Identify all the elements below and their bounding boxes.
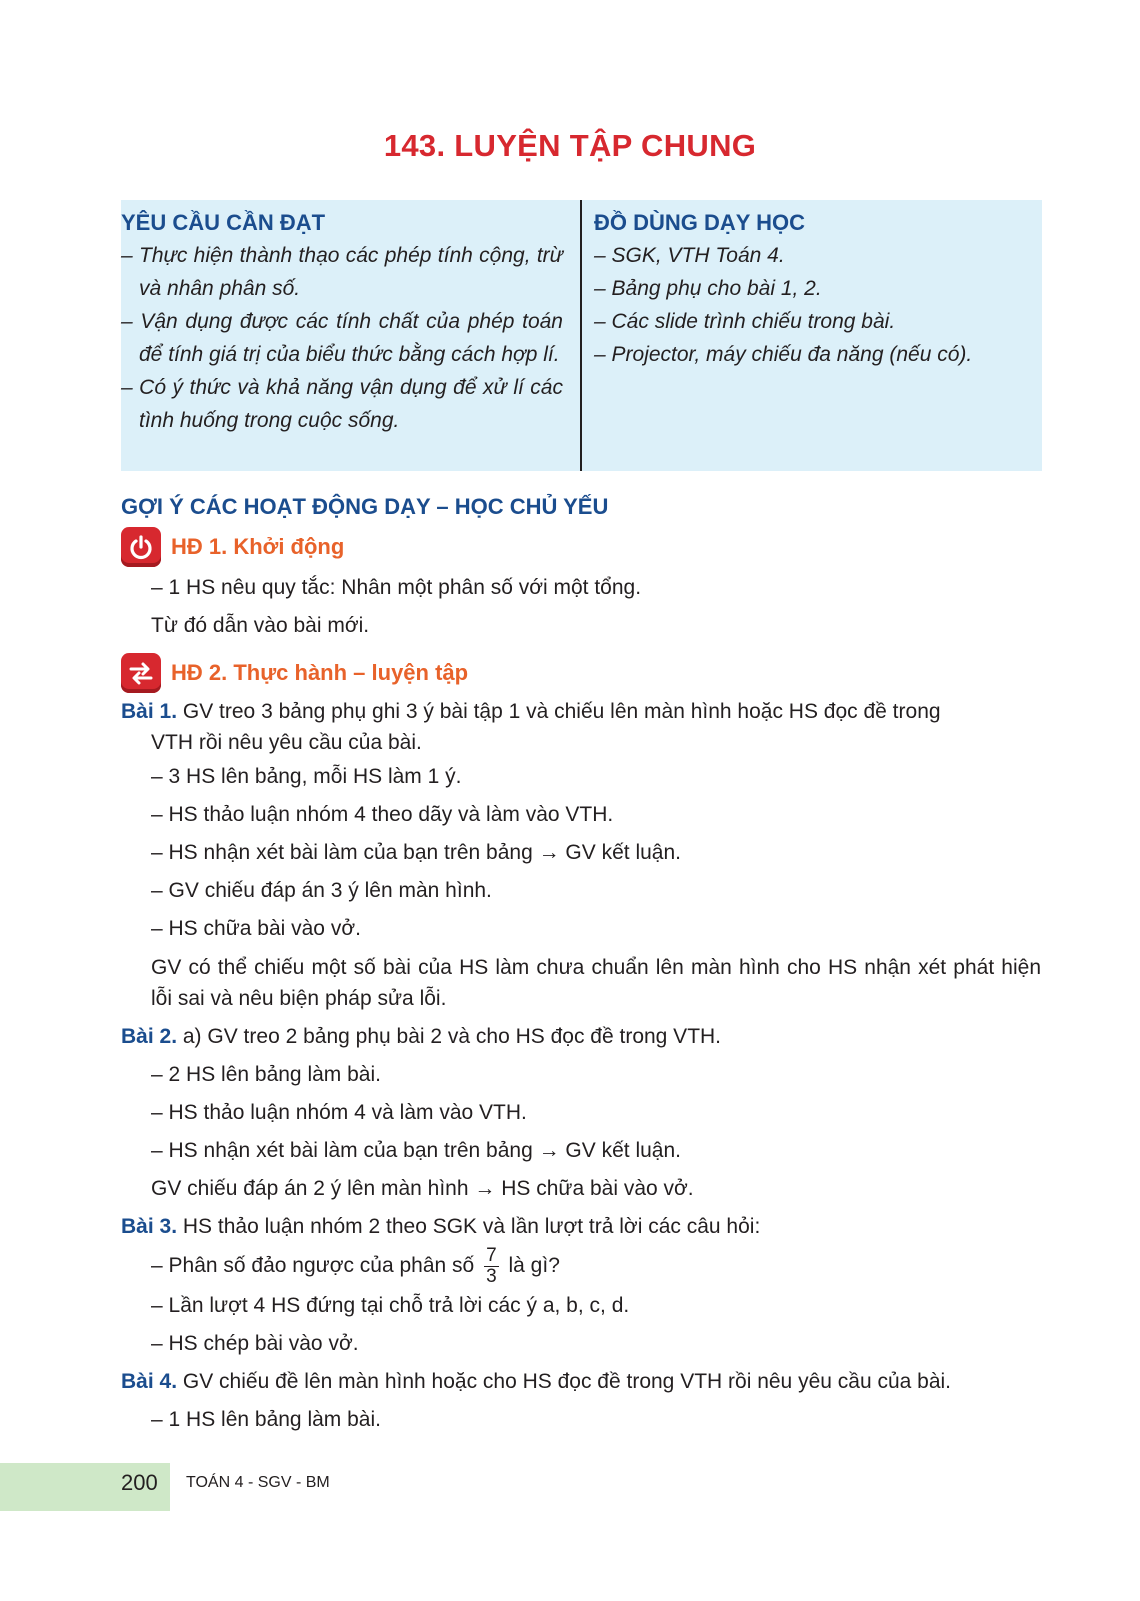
fraction-denominator: 3 [486, 1266, 497, 1287]
bai2-line: – HS nhận xét bài làm của bạn trên bảng → GV kết luận. [151, 1139, 681, 1162]
hd2-body [121, 696, 1041, 1439]
objectives-box [121, 200, 1042, 471]
material-item: – Bảng phụ cho bài 1, 2. [594, 277, 822, 300]
objectives-heading: YÊU CẦU CẦN ĐẠT [121, 210, 326, 235]
bai2-line: – 2 HS lên bảng làm bài. [151, 1063, 381, 1086]
bai4-text: GV chiếu đề lên màn hình hoặc cho HS đọc đề trong VTH rồi nêu yêu cầu của bài. [182, 1370, 952, 1393]
bai3-line: – Lần lượt 4 HS đứng tại chỗ trả lời các ý a, b, c, d. [151, 1294, 630, 1317]
bai4-label: Bài 4. [121, 1370, 178, 1393]
hd1-label: HĐ 1. Khởi động [171, 534, 345, 559]
hd2-label: HĐ 2. Thực hành – luyện tập [171, 660, 469, 685]
hd2-header [121, 653, 468, 693]
materials-heading: ĐỒ DÙNG DẠY HỌC [594, 210, 806, 235]
material-item: – Projector, máy chiếu đa năng (nếu có). [594, 343, 973, 366]
hd1-header [121, 527, 344, 567]
fraction-numerator: 7 [486, 1245, 497, 1266]
bai2-line: – HS thảo luận nhóm 4 và làm vào VTH. [151, 1101, 527, 1124]
bai2-label: Bài 2. [121, 1025, 178, 1048]
bai4-line: – 1 HS lên bảng làm bài. [151, 1408, 381, 1431]
objective-item: – Vận dụng được các tính chất của phép toán để tính giá trị của biểu thức bằng cách hợp lí. [121, 310, 563, 366]
fraction [484, 1246, 499, 1287]
bai3-intro [121, 1208, 1041, 1246]
bai1-line: – HS nhận xét bài làm của bạn trên bảng → GV kết luận. [151, 841, 681, 864]
page-number: 200 [121, 1470, 158, 1495]
objective-item: – Thực hiện thành thạo các phép tính cộng, trừ và nhân phân số. [121, 244, 563, 300]
column-divider [580, 200, 582, 471]
exchange-arrows-icon [121, 653, 161, 693]
bai3-text: HS thảo luận nhóm 2 theo SGK và lần lượt trả lời các câu hỏi: [182, 1215, 761, 1238]
bai2-intro [121, 1018, 1041, 1056]
bai3-question-prefix: – Phân số đảo ngược của phân số [151, 1254, 475, 1278]
bai2-text: a) GV treo 2 bảng phụ bài 2 và cho HS đọc đề trong VTH. [182, 1025, 722, 1048]
bai3-line: – HS chép bài vào vở. [151, 1332, 359, 1355]
bai2-line: GV chiếu đáp án 2 ý lên màn hình → HS chữa bài vào vở. [151, 1177, 694, 1200]
bai1-label: Bài 1. [121, 700, 178, 723]
materials-column [594, 206, 1034, 371]
bai1-note: GV có thể chiếu một số bài của HS làm chưa chuẩn lên màn hình cho HS nhận xét phát hiện lỗi sai và nêu biện pháp sửa lỗi. [151, 956, 1041, 1010]
hd1-body [121, 569, 1041, 645]
power-icon [121, 527, 161, 567]
activities-heading: GỢI Ý CÁC HOẠT ĐỘNG DẠY – HỌC CHỦ YẾU [121, 494, 609, 519]
bai3-question-suffix: là gì? [508, 1254, 560, 1278]
bai1-line: – 3 HS lên bảng, mỗi HS làm 1 ý. [151, 765, 462, 788]
bai4-intro [121, 1363, 1041, 1401]
bai1-text-cont: VTH rồi nêu yêu cầu của bài. [151, 731, 422, 754]
material-item: – SGK, VTH Toán 4. [594, 244, 785, 267]
material-item: – Các slide trình chiếu trong bài. [594, 310, 896, 333]
bai1-line: – HS chữa bài vào vở. [151, 917, 361, 940]
bai1-line: – HS thảo luận nhóm 4 theo dãy và làm vào VTH. [151, 803, 614, 826]
bai1-intro [121, 696, 1041, 727]
lesson-title: 143. LUYỆN TẬP CHUNG [383, 128, 757, 163]
bai3-label: Bài 3. [121, 1215, 178, 1238]
objective-item: – Có ý thức và khả năng vận dụng để xử lí các tình huống trong cuộc sống. [121, 376, 563, 432]
hd1-line: Từ đó dẫn vào bài mới. [151, 614, 370, 637]
bai1-text: GV treo 3 bảng phụ ghi 3 ý bài tập 1 và chiếu lên màn hình hoặc HS đọc đề trong [182, 700, 941, 723]
bai3-question [121, 1246, 1041, 1287]
hd1-line: – 1 HS nêu quy tắc: Nhân một phân số với một tổng. [151, 576, 642, 599]
book-title: TOÁN 4 - SGV - BM [186, 1474, 330, 1491]
bai1-line: – GV chiếu đáp án 3 ý lên màn hình. [151, 879, 492, 902]
objectives-column [121, 206, 563, 437]
